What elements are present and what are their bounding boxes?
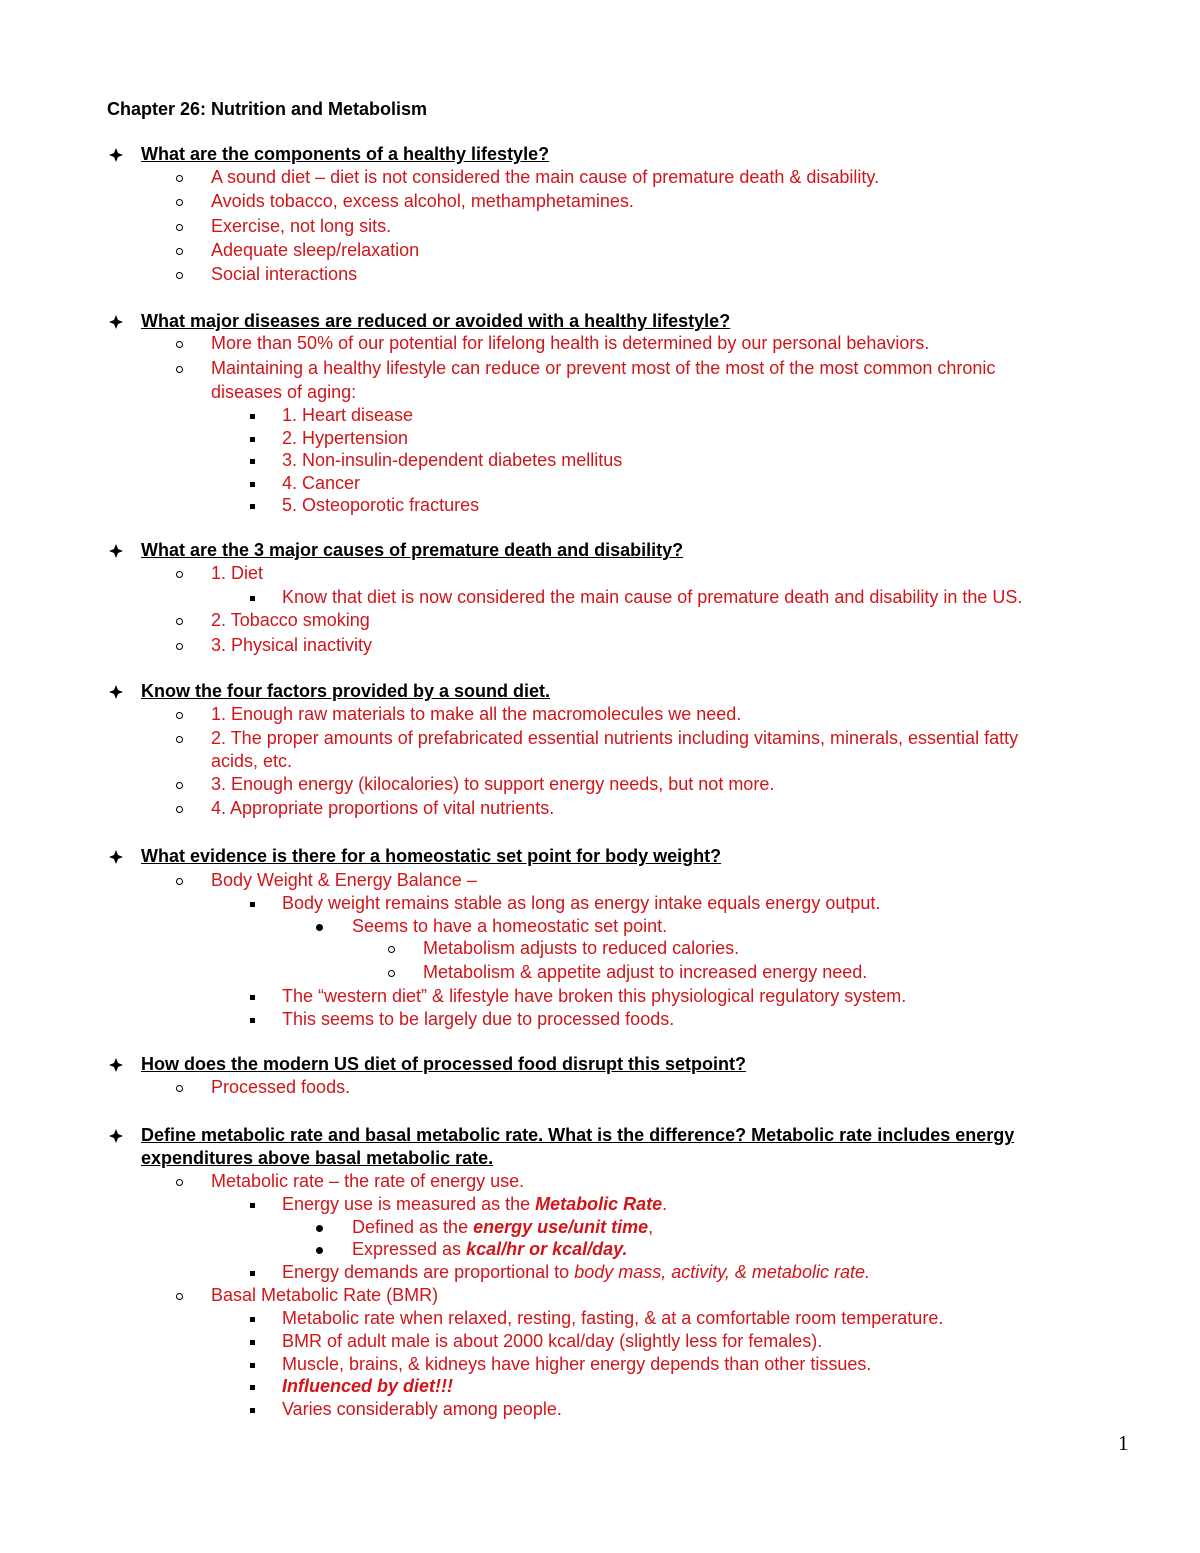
filled-circle-bullet-icon <box>316 1225 323 1232</box>
hollow-circle-bullet-icon <box>176 643 183 650</box>
answer-item: Adequate sleep/relaxation <box>211 240 420 260</box>
answer-item: 4. Cancer <box>282 473 361 493</box>
answer-item: Metabolic rate – the rate of energy use. <box>211 1171 525 1191</box>
answer-text-segment: body mass, activity, & metabolic rate. <box>574 1262 870 1282</box>
answer-item: Basal Metabolic Rate (BMR) <box>211 1285 439 1305</box>
answer-item: Processed foods. <box>211 1077 351 1097</box>
question-heading: Define metabolic rate and basal metabolic rate. What is the difference? Metabolic rate includes energy <box>141 1125 1015 1145</box>
answer-text-segment: , <box>648 1217 654 1237</box>
question-heading: How does the modern US diet of processed food disrupt this setpoint? <box>141 1054 747 1074</box>
hollow-circle-bullet-icon <box>176 199 183 206</box>
answer-item: diseases of aging: <box>211 382 357 402</box>
hollow-circle-bullet-icon <box>176 341 183 348</box>
square-bullet-icon <box>250 1408 255 1413</box>
answer-item: Metabolism & appetite adjust to increased energy need. <box>423 962 868 982</box>
answer-item: 4. Appropriate proportions of vital nutrients. <box>211 798 555 818</box>
answer-text-segment: Metabolic Rate <box>535 1194 663 1214</box>
hollow-circle-bullet-icon <box>176 1179 183 1186</box>
question-heading: expenditures above basal metabolic rate. <box>141 1148 494 1168</box>
answer-item: A sound diet – diet is not considered the main cause of premature death & disability. <box>211 167 880 187</box>
answer-item: Muscle, brains, & kidneys have higher energy depends than other tissues. <box>282 1354 872 1374</box>
answer-text-segment: Energy demands are proportional to <box>282 1262 575 1282</box>
square-bullet-icon <box>250 459 255 464</box>
square-bullet-icon <box>250 1271 255 1276</box>
page-title: Chapter 26: Nutrition and Metabolism <box>107 99 428 119</box>
answer-text-segment: Defined as the <box>352 1217 474 1237</box>
square-bullet-icon <box>250 1203 255 1208</box>
answer-item: Exercise, not long sits. <box>211 216 392 236</box>
hollow-circle-bullet-icon <box>176 782 183 789</box>
square-bullet-icon <box>250 482 255 487</box>
hollow-circle-bullet-icon <box>176 712 183 719</box>
filled-circle-bullet-icon <box>316 924 323 931</box>
square-bullet-icon <box>250 1363 255 1368</box>
hollow-circle-bullet-icon <box>176 736 183 743</box>
question-heading: What are the components of a healthy lifestyle? <box>141 144 550 164</box>
square-bullet-icon <box>250 1317 255 1322</box>
question-heading: What major diseases are reduced or avoided with a healthy lifestyle? <box>141 311 731 331</box>
hollow-circle-bullet-icon <box>176 366 183 373</box>
filled-circle-bullet-icon <box>316 1247 323 1254</box>
diamond-bullet-icon <box>108 543 124 559</box>
answer-text-segment: Energy use is measured as the <box>282 1194 536 1214</box>
answer-item: 1. Enough raw materials to make all the macromolecules we need. <box>211 704 742 724</box>
answer-item: 2. Hypertension <box>282 428 409 448</box>
hollow-circle-bullet-icon <box>176 248 183 255</box>
hollow-circle-bullet-icon <box>176 571 183 578</box>
square-bullet-icon <box>250 995 255 1000</box>
square-bullet-icon <box>250 504 255 509</box>
square-bullet-icon <box>250 902 255 907</box>
answer-item: Metabolic rate when relaxed, resting, fasting, & at a comfortable room temperature. <box>282 1308 944 1328</box>
answer-item: More than 50% of our potential for lifelong health is determined by our personal behaviors. <box>211 333 930 353</box>
answer-item <box>282 1193 667 1215</box>
square-bullet-icon <box>250 414 255 419</box>
answer-item: Seems to have a homeostatic set point. <box>352 916 668 936</box>
answer-item: BMR of adult male is about 2000 kcal/day (slightly less for females). <box>282 1331 823 1351</box>
answer-text-segment: Influenced by diet!!! <box>282 1376 453 1396</box>
question-heading: What evidence is there for a homeostatic set point for body weight? <box>141 846 722 866</box>
square-bullet-icon <box>250 1018 255 1023</box>
answer-item: 3. Non-insulin-dependent diabetes mellitus <box>282 450 623 470</box>
answer-item: 1. Diet <box>211 563 264 583</box>
hollow-circle-bullet-icon <box>176 224 183 231</box>
answer-text-segment: kcal/hr or kcal/day. <box>466 1239 628 1259</box>
answer-item: 3. Enough energy (kilocalories) to support energy needs, but not more. <box>211 774 775 794</box>
answer-item <box>282 1261 870 1283</box>
answer-item: Body Weight & Energy Balance – <box>211 870 477 890</box>
hollow-circle-bullet-icon <box>176 1293 183 1300</box>
diamond-bullet-icon <box>108 147 124 163</box>
answer-text-segment: . <box>662 1194 668 1214</box>
question-heading: Know the four factors provided by a sound diet. <box>141 681 551 701</box>
square-bullet-icon <box>250 1385 255 1390</box>
answer-item: acids, etc. <box>211 751 293 771</box>
page-number: 1 <box>1118 1431 1129 1455</box>
answer-item: This seems to be largely due to processed foods. <box>282 1009 675 1029</box>
question-heading: What are the 3 major causes of premature death and disability? <box>141 540 684 560</box>
answer-item <box>352 1238 627 1260</box>
diamond-bullet-icon <box>108 314 124 330</box>
hollow-circle-bullet-icon <box>388 946 395 953</box>
hollow-circle-bullet-icon <box>176 618 183 625</box>
answer-item: 2. The proper amounts of prefabricated essential nutrients including vitamins, minerals, essential fatty <box>211 728 1019 748</box>
answer-item: Maintaining a healthy lifestyle can reduce or prevent most of the most of the most common chronic <box>211 358 996 378</box>
diamond-bullet-icon <box>108 849 124 865</box>
square-bullet-icon <box>250 437 255 442</box>
answer-text-segment: energy use/unit time <box>473 1217 649 1237</box>
hollow-circle-bullet-icon <box>176 1085 183 1092</box>
answer-item: Know that diet is now considered the main cause of premature death and disability in the US. <box>282 587 1023 607</box>
answer-item: Avoids tobacco, excess alcohol, methamphetamines. <box>211 191 634 211</box>
square-bullet-icon <box>250 1340 255 1345</box>
answer-text-segment: Expressed as <box>352 1239 467 1259</box>
answer-item: Varies considerably among people. <box>282 1399 562 1419</box>
answer-item: 3. Physical inactivity <box>211 635 373 655</box>
answer-item: 1. Heart disease <box>282 405 414 425</box>
answer-item: Social interactions <box>211 264 358 284</box>
square-bullet-icon <box>250 596 255 601</box>
answer-item: The “western diet” & lifestyle have broken this physiological regulatory system. <box>282 986 907 1006</box>
hollow-circle-bullet-icon <box>176 806 183 813</box>
hollow-circle-bullet-icon <box>176 175 183 182</box>
answer-item: Metabolism adjusts to reduced calories. <box>423 938 740 958</box>
answer-item: Body weight remains stable as long as energy intake equals energy output. <box>282 893 881 913</box>
answer-item: 5. Osteoporotic fractures <box>282 495 480 515</box>
hollow-circle-bullet-icon <box>176 272 183 279</box>
diamond-bullet-icon <box>108 1057 124 1073</box>
diamond-bullet-icon <box>108 684 124 700</box>
answer-item <box>352 1216 653 1238</box>
hollow-circle-bullet-icon <box>176 878 183 885</box>
hollow-circle-bullet-icon <box>388 970 395 977</box>
diamond-bullet-icon <box>108 1128 124 1144</box>
answer-item: 2. Tobacco smoking <box>211 610 370 630</box>
answer-item <box>282 1375 453 1397</box>
